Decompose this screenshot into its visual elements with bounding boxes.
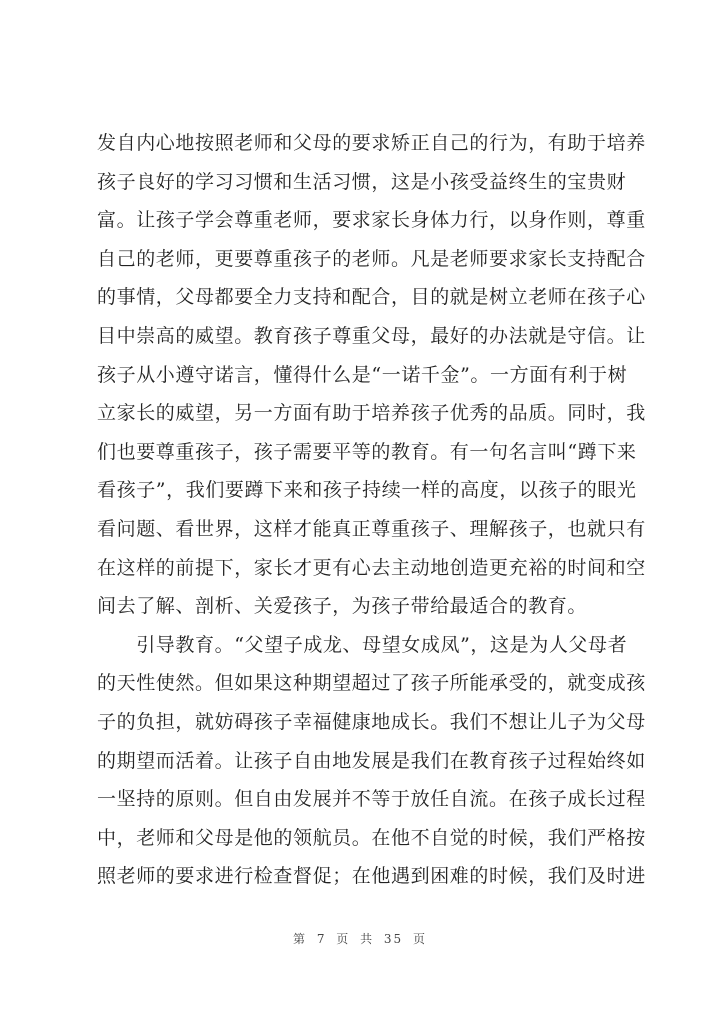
page-number-footer: 第 7 页 共 35 页 [293,932,427,946]
text-line: 孩子良好的学习习惯和生活习惯，这是小孩受益终生的宝贵财 [97,170,627,193]
text-line: 的期望而活着。让孩子自由地发展是我们在教育孩子过程始终如 [97,749,646,772]
text-line: 孩子从小遵守诺言，懂得什么是“一诺千金”。一方面有利于树 [97,363,628,386]
text-line: 照老师的要求进行检查督促；在他遇到困难的时候，我们及时进 [97,865,646,888]
text-line: 立家长的威望，另一方面有助于培养孩子优秀的品质。同时，我 [97,402,646,425]
text-line: 一坚持的原则。但自由发展并不等于放任自流。在孩子成长过程 [97,788,646,811]
text-line: 们也要尊重孩子，孩子需要平等的教育。有一句名言叫“蹲下来 [97,440,637,463]
body-text [97,124,646,896]
text-line: 目中崇高的威望。教育孩子尊重父母，最好的办法就是守信。让 [97,324,646,347]
text-line: 看孩子”，我们要蹲下来和孩子持续一样的高度，以孩子的眼光 [97,479,637,502]
text-line: 的事情，父母都要全力支持和配合，目的就是树立老师在孩子心 [97,286,646,309]
text-line: 看问题、看世界，这样才能真正尊重孩子、理解孩子，也就只有 [97,517,646,540]
text-line: 引导教育。“父望子成龙、母望女成凤”，这是为人父母者 [97,633,628,656]
text-line: 发自内心地按照老师和父母的要求矫正自己的行为，有助于培养 [97,132,646,154]
text-line: 自己的老师，更要尊重孩子的老师。凡是老师要求家长支持配合 [97,247,646,270]
text-line: 的天性使然。但如果这种期望超过了孩子所能承受的，就变成孩 [97,672,646,695]
text-line: 子的负担，就妨碍孩子幸福健康地成长。我们不想让儿子为父母 [97,710,646,733]
text-line: 间去了解、剖析、关爱孩子，为孩子带给最适合的教育。 [97,595,588,618]
text-line: 富。让孩子学会尊重老师，要求家长身体力行，以身作则，尊重 [97,209,646,232]
text-line: 中，老师和父母是他的领航员。在他不自觉的时候，我们严格按 [97,826,646,849]
text-line: 在这样的前提下，家长才更有心去主动地创造更充裕的时间和空 [97,556,646,579]
